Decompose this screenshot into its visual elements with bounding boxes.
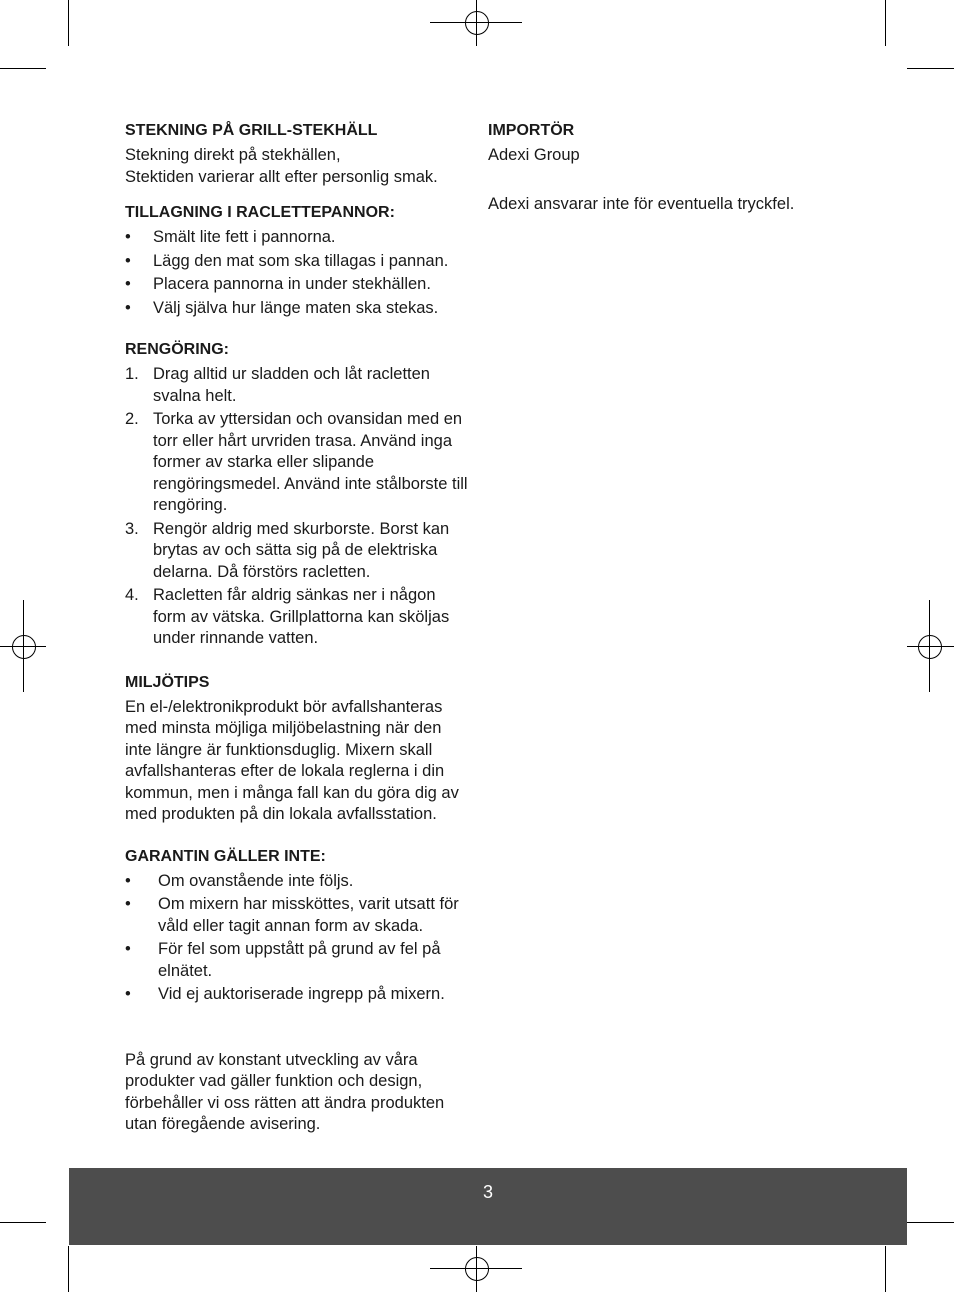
list-item: 2. Torka av yttersidan och ovansidan med en torr eller hårt urvriden trasa. Använd inga former av starka eller slipande rengöringsmedel. Använd inte stålborste till rengöring. <box>125 410 468 514</box>
bullet: • <box>125 985 131 1003</box>
list-item: • Vid ej auktoriserade ingrepp på mixern. <box>125 984 470 1006</box>
list-item: • Smält lite fett i pannorna. <box>125 227 470 249</box>
paragraph: En el-/elektronikprodukt bör avfallshanteras med minsta möjliga miljöbelastning när den inte längre är funktionsduglig. Mixern skall avfallshanteras efter de lokala reglerna i din kommun, men i många fall kan du göra dig av med produkten på din lokala avfallsstation. <box>125 697 459 823</box>
left-column <box>125 120 470 1136</box>
disclaimer: Adexi ansvarar inte för eventuella tryckfel. <box>488 194 795 213</box>
list-item: • För fel som uppstått på grund av fel på elnätet. <box>125 940 441 980</box>
item-number: 4. <box>125 586 139 604</box>
paragraph: Stekning direkt på stekhällen, <box>125 146 341 164</box>
paragraph: Stektiden varierar allt efter personlig smak. <box>125 167 438 186</box>
right-column <box>488 120 868 215</box>
section-raclette-pans <box>125 202 470 319</box>
list-item: 4. Racletten får aldrig sänkas ner i någon form av vätska. Grillplattorna kan sköljas under rinnande vatten. <box>125 586 450 647</box>
section-heading: GARANTIN GÄLLER INTE: <box>125 847 326 865</box>
list-item: • Lägg den mat som ska tillagas i pannan. <box>125 251 470 273</box>
section-heading: MILJÖTIPS <box>125 673 210 691</box>
item-number: 2. <box>125 410 139 428</box>
section-cleaning <box>125 339 470 650</box>
closing-paragraph: På grund av konstant utveckling av våra produkter vad gäller funktion och design, förbehåller vi oss rätten att ändra produkten utan föregående avisering. <box>125 1050 445 1133</box>
section-environment-tips <box>125 672 470 826</box>
section-grill-frying <box>125 120 470 188</box>
bullet: • <box>125 275 131 293</box>
item-number: 3. <box>125 519 139 538</box>
section-heading: TILLAGNING I RACLETTEPANNOR: <box>125 204 395 221</box>
bullet: • <box>125 940 131 958</box>
item-number: 1. <box>125 365 139 383</box>
footer-band <box>69 1168 907 1245</box>
list-item: 3. Rengör aldrig med skurborste. Borst kan brytas av och sätta sig på de elektriska delarna. Då förstörs racletten. <box>125 519 450 581</box>
bullet: • <box>125 895 131 913</box>
bullet: • <box>125 871 131 890</box>
importer-name: Adexi Group <box>488 146 580 164</box>
bullet: • <box>125 298 131 317</box>
bullet: • <box>125 251 131 270</box>
list-item: • Placera pannorna in under stekhällen. <box>125 274 470 296</box>
section-heading: IMPORTÖR <box>488 122 575 139</box>
bullet-list <box>125 227 470 319</box>
numbered-list <box>125 364 470 650</box>
bullet: • <box>125 228 131 246</box>
list-item: 1. Drag alltid ur sladden och låt racletten svalna helt. <box>125 365 430 405</box>
list-item: • Om ovanstående inte följs. <box>125 871 470 893</box>
page-number: 3 <box>482 1182 493 1202</box>
bullet-list <box>125 871 470 1006</box>
section-heading: STEKNING PÅ GRILL-STEKHÄLL <box>125 122 378 139</box>
section-warranty-exclusions <box>125 846 470 1006</box>
list-item: • Om mixern har missköttes, varit utsatt för våld eller tagit annan form av skada. <box>125 895 459 935</box>
list-item: • Välj själva hur länge maten ska stekas. <box>125 298 470 320</box>
section-heading: RENGÖRING: <box>125 341 229 358</box>
